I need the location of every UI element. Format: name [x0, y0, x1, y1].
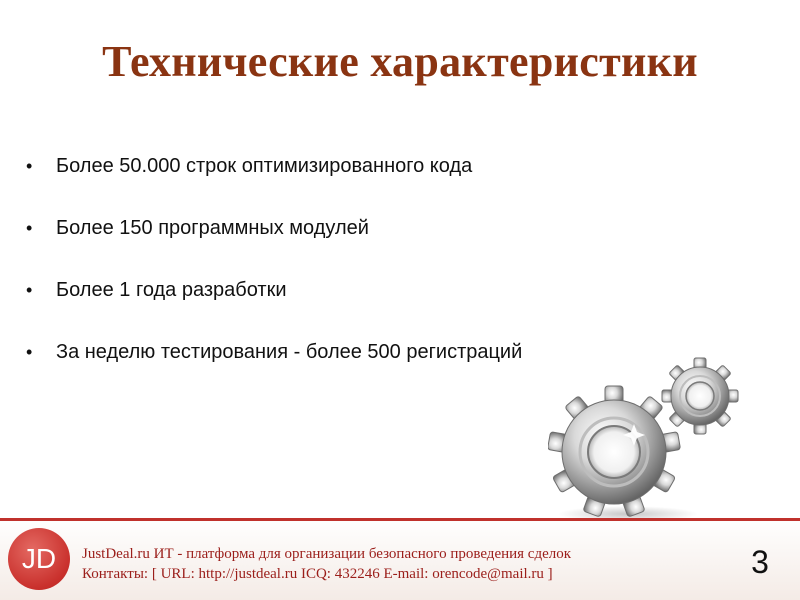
jd-logo [8, 528, 70, 590]
bullet-text: Более 150 программных модулей [56, 217, 369, 239]
footer-line-2: Контакты: [ URL: http://justdeal.ru ICQ: 432246 E-mail: orencode@mail.ru ] [82, 566, 553, 582]
bullet-icon: • [26, 156, 33, 176]
bullet-icon: • [26, 218, 33, 238]
slide-title: Технические характеристики [102, 37, 698, 86]
bullet-item [26, 334, 522, 396]
footer-info [82, 544, 571, 584]
footer-divider [0, 518, 800, 521]
page-number: 3 [751, 544, 769, 580]
footer-line-1: JustDeal.ru ИТ - платформа для организации безопасного проведения сделок [82, 546, 572, 562]
bullet-icon: • [26, 342, 33, 362]
bullet-text: Более 1 года разработки [56, 279, 287, 301]
bullet-item [26, 148, 522, 210]
bullet-item [26, 210, 522, 272]
bullet-item [26, 272, 522, 334]
bullet-text: Более 50.000 строк оптимизированного кода [56, 155, 473, 177]
gears-illustration-icon [548, 356, 748, 526]
logo-text: JD [21, 543, 57, 574]
bullet-list [26, 148, 522, 396]
bullet-text: За неделю тестирования - более 500 регистраций [56, 341, 523, 363]
bullet-icon: • [26, 280, 33, 300]
